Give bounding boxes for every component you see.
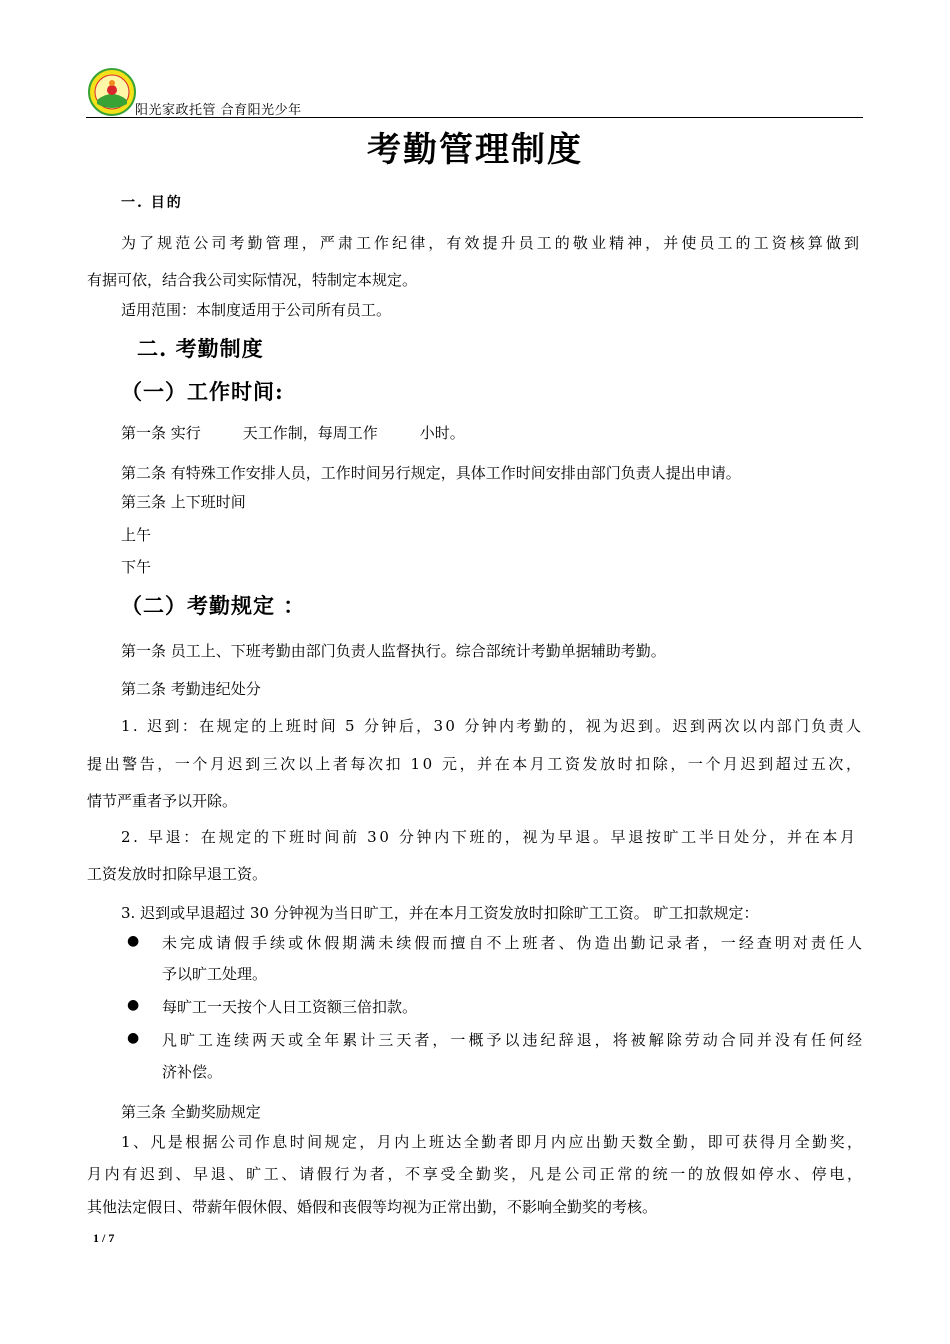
article1-part-b: 天工作制，每周工作: [242, 424, 378, 442]
section-heading-purpose: 一. 目的: [121, 195, 183, 211]
bullet-dot-2: ●: [127, 997, 140, 1013]
full-attendance-line2: [87, 1164, 865, 1184]
bullet3-line1-text: 凡旷工连续两天或全年累计三天者，一概予以违纪辞退，将被解除劳动合同并没有任何经: [162, 1031, 866, 1049]
full-attendance-line3: 其他法定假日、带薪年假休假、婚假和丧假等均视为正常出勤，不影响全勤奖的考核。: [87, 1198, 658, 1216]
late-paragraph-line1: [121, 716, 864, 736]
bullet3-line1: [162, 1030, 866, 1050]
bullet2-text: 每旷工一天按个人日工资额三倍扣款。: [162, 998, 418, 1016]
full-line1-text: 1、凡是根据公司作息时间规定，月内上班达全勤者即月内应出勤天数全勤，即可获得月全勤奖，: [121, 1133, 865, 1151]
full-line2-text: 月内有迟到、早退、旷工、请假行为者，不享受全勤奖，凡是公司正常的统一的放假如停水、停电，: [87, 1165, 865, 1183]
early-paragraph-line2: 工资发放时扣除早退工资。: [87, 865, 268, 883]
article2-special-arrangement: 第二条 有特殊工作安排人员，工作时间另行规定，具体工作时间安排由部门负责人提出申请。: [121, 464, 741, 482]
morning-label: 上午: [121, 526, 152, 544]
article1-part-c: 小时。: [419, 424, 465, 442]
page-number: 1 / 7: [93, 1231, 115, 1245]
early-line1-text: 2. 早退：在规定的下班时间前 30 分钟内下班的，视为早退。早退按旷工半日处分，并在本月: [121, 828, 858, 846]
company-logo: [88, 68, 136, 116]
late-line2-text: 提出警告，一个月迟到三次以上者每次扣 10 元，并在本月工资发放时扣除，一个月迟到超过五次，: [87, 755, 864, 773]
article1-part-a: 第一条 实行: [121, 424, 201, 442]
bullet1-line2: 予以旷工处理。: [162, 965, 268, 983]
bullet-dot-3: ●: [127, 1030, 140, 1046]
rules-article3: 第三条 全勤奖励规定: [121, 1103, 261, 1121]
subsection-heading-attendance-rules: （二）考勤规定 ：: [121, 593, 306, 618]
late-line1-text: 1. 迟到：在规定的上班时间 5 分钟后，30 分钟内考勤的，视为迟到。迟到两次以内部门负责人: [121, 717, 864, 735]
purpose-paragraph-line2: 有据可依，结合我公司实际情况，特制定本规定。: [87, 271, 418, 289]
rules-article2: 第二条 考勤违纪处分: [121, 680, 261, 698]
header-divider: [86, 117, 863, 118]
late-paragraph-line2: [87, 754, 864, 774]
full-attendance-line1: [121, 1132, 865, 1152]
section-heading-attendance: 二. 考勤制度: [137, 336, 264, 361]
scope-text: 适用范围：本制度适用于公司所有员工。: [121, 301, 392, 319]
subsection-heading-work-hours: （一）工作时间:: [121, 379, 284, 404]
header-slogan: 阳光家政托管 合育阳光少年: [135, 103, 302, 118]
rules-article1: 第一条 员工上、下班考勤由部门负责人监督执行。综合部统计考勤单据辅助考勤。: [121, 642, 666, 660]
document-title: 考勤管理制度: [367, 130, 583, 170]
bullet-dot-1: ●: [127, 933, 140, 949]
purpose-line1-text: 为了规范公司考勤管理，严肃工作纪律，有效提升员工的敬业精神，并使员工的工资核算做到: [121, 234, 863, 252]
bullet1-line1-text: 未完成请假手续或休假期满未续假而擅自不上班者、伪造出勤记录者，一经查明对责任人: [162, 934, 866, 952]
bullet1-line1: [162, 933, 866, 953]
article3-office-hours: 第三条 上下班时间: [121, 493, 246, 511]
early-paragraph-line1: [121, 827, 858, 847]
absence-paragraph: 3. 迟到或早退超过 30 分钟视为当日旷工，并在本月工资发放时扣除旷工工资。 旷工扣款规定：: [121, 904, 759, 922]
article1-work-system: [121, 423, 465, 443]
afternoon-label: 下午: [121, 558, 152, 576]
late-paragraph-line3: 情节严重者予以开除。: [87, 792, 238, 810]
purpose-paragraph-line1: [121, 233, 863, 253]
bullet3-line2: 济补偿。: [162, 1063, 223, 1081]
